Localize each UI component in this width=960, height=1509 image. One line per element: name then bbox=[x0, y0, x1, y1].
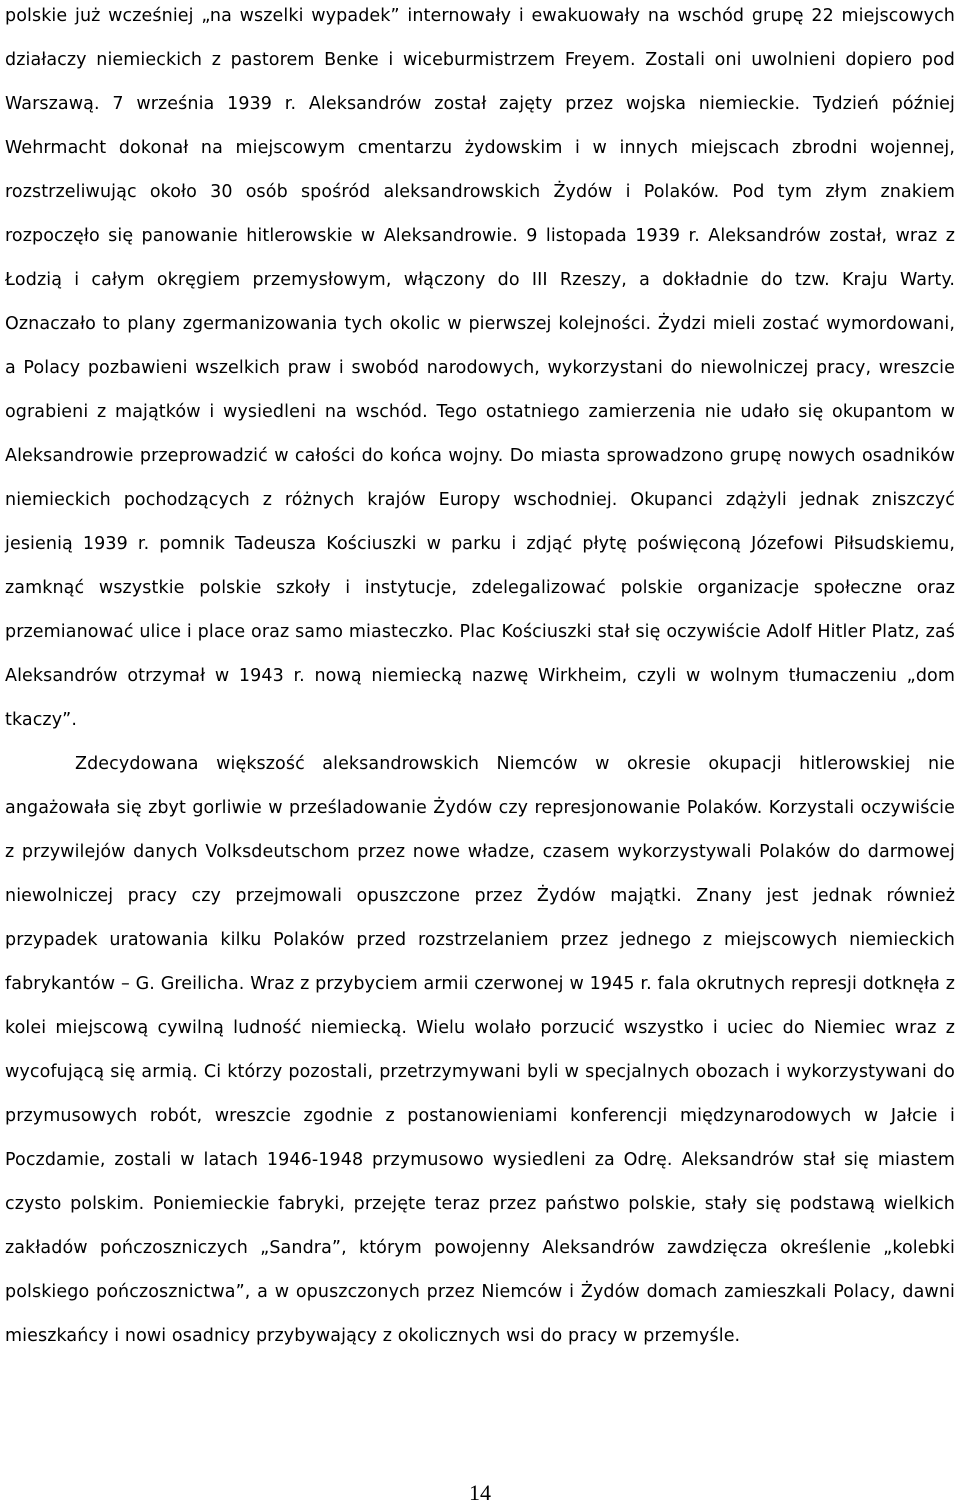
paragraph-2: Zdecydowana większość aleksandrowskich Niemców w okresie okupacji hitlerowskiej nie angażowała się zbyt gorliwie w prześladowanie Żydów czy represjonowanie Polaków. Korzystali oczywiście z przywilejów danych Volksdeutschom przez nowe władze, czasem wykorzystywali Polaków do darmowej niewolniczej pracy czy przejmowali opuszczone przez Żydów majątki. Znany jest jednak również przypadek uratowania kilku Polaków przed rozstrzelaniem przez jednego z miejscowych niemieckich fabrykantów – G. Greilicha. Wraz z przybyciem armii czerwonej w 1945 r. fala okrutnych represji dotknęła z kolei miejscową cywilną ludność niemiecką. Wielu wolało porzucić wszystko i uciec do Niemiec wraz z wycofującą się armią. Ci którzy pozostali, przetrzymywani byli w specjalnych obozach i wykorzystywani do przymusowych robót, wreszcie zgodnie z postanowieniami konferencji międzynarodowych w Jałcie i Poczdamie, zostali w latach 1946-1948 przymusowo wysiedleni za Odrę. Aleksandrów stał się miastem czysto polskim. Poniemieckie fabryki, przejęte teraz przez państwo polskie, stały się podstawą wielkich zakładów pończoszniczych „Sandra”, którym powojenny Aleksandrów zawdzięcza określenie „kolebki polskiego pończosznictwa”, a w opuszczonych przez Niemców i Żydów domach zamieszkali Polacy, dawni mieszkańcy i nowi osadnicy przybywający z okolicznych wsi do pracy w przemyśle. bbox=[5, 754, 955, 1346]
paragraph-1: polskie już wcześniej „na wszelki wypadek” internowały i ewakuowały na wschód grupę 22 miejscowych działaczy niemieckich z pastorem Benke i wiceburmistrzem Freyem. Zostali oni uwolnieni dopiero pod Warszawą. 7 września 1939 r. Aleksandrów został zajęty przez wojska niemieckie. Tydzień później Wehrmacht dokonał na miejscowym cmentarzu żydowskim i w innych miejscach zbrodni wojennej, rozstrzeliwując około 30 osób spośród aleksandrowskich Żydów i Polaków. Pod tym złym znakiem rozpoczęło się panowanie hitlerowskie w Aleksandrowie. 9 listopada 1939 r. Aleksandrów został, wraz z Łodzią i całym okręgiem przemysłowym, włączony do III Rzeszy, a dokładnie do tzw. Kraju Warty. Oznaczało to plany zgermanizowania tych okolic w pierwszej kolejności. Żydzi mieli zostać wymordowani, a Polacy pozbawieni wszelkich praw i swobód narodowych, wykorzystani do niewolniczej pracy, wreszcie ograbieni z majątków i wysiedleni na wschód. Tego ostatniego zamierzenia nie udało się okupantom w Aleksandrowie przeprowadzić w całości do końca wojny. Do miasta sprowadzono grupę nowych osadników niemieckich pochodzących z różnych krajów Europy wschodniej. Okupanci zdążyli jednak zniszczyć jesienią 1939 r. pomnik Tadeusza Kościuszki w parku i zdjąć płytę poświęconą Józefowi Piłsudskiemu, zamknąć wszystkie polskie szkoły i instytucje, zdelegalizować polskie organizacje społeczne oraz przemianować ulice i place oraz samo miasteczko. Plac Kościuszki stał się oczywiście Adolf Hitler Platz, zaś Aleksandrów otrzymał w 1943 r. nową niemiecką nazwę Wirkheim, czyli w wolnym tłumaczeniu „dom tkaczy”. bbox=[5, 6, 955, 730]
document-body bbox=[5, 0, 955, 1358]
page-number: 14 bbox=[469, 1480, 491, 1505]
